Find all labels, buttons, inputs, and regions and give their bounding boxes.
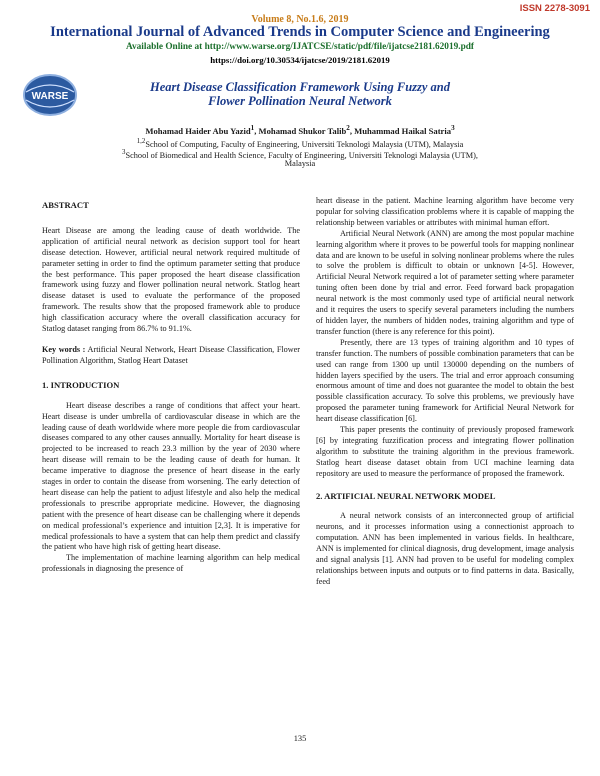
section-2-paragraph: A neural network consists of an interconnected group of artificial neurons, and it processes information using a connectionist approach to computation. ANN has been implemented in various fields. In healthcare, ANN is implemented for clinical diagnosis, drug development, image analysis and signal analysis [1]. ANN had proven to be useful for modeling complex relationships between inputs and outputs or to find patterns in data. Basically, feed	[316, 511, 574, 586]
right-paragraph-3: This paper presents the continuity of previously proposed framework [6] by integrating fuzzification process and integrating flower pollination algorithm to substitute the training algorithm in the previous framework. Statlog heart disease dataset obtain from UCI machine learning data repository are used to measure the performance of proposed the framework.	[316, 425, 574, 478]
keywords: Key words : Artificial Neural Network, Heart Disease Classification, Flower Pollination Algorithm, Statlog Heart Dataset	[42, 344, 301, 365]
abstract-body: Heart Disease are among the leading cause of death worldwide. The application of artificial neural network as decision support tool for heart disease detection. However, artificial neural network required multitude of parameter setting in order to find the optimum parameter setting that produce the best performance. This paper proposed the heart disease classification framework using fuzzy and flower pollination neural network. Statlog heart disease dataset is used to evaluate the performance of the proposed framework. The results show that the proposed framework able to produce high classification accuracy where the overall classification accuracy for Statlog dataset ranging from 86.7% to 91.1%.	[42, 225, 300, 334]
section-2-heading: 2. ARTIFICIAL NEURAL NETWORK MODEL	[316, 490, 496, 501]
title-line-1: Heart Disease Classification Framework Using Fuzzy and	[149, 80, 451, 94]
paper-title	[100, 80, 500, 108]
page-number: 135	[293, 734, 307, 743]
title-line-2: Flower Pollination Neural Network	[208, 94, 392, 108]
affiliation-3: Malaysia	[284, 159, 316, 168]
author-2-sup: 2	[346, 124, 350, 132]
author-3: Muhammad Haikal Satria	[354, 125, 452, 136]
affiliation-2: $^3$School of Biomedical and Health Science, Faculty of Engineering, Universiti Teknologi Malaysia (UTM),	[122, 149, 478, 160]
intro-paragraph-1: Heart disease describes a range of conditions that affect your heart. Heart disease is under umbrella of cardiovascular disease in which are the leading cause of death worldwide where more people die from cardiovascular diseases compared to any other causes annually. Mortality for heart disease is projected to be increased to reach 23.3 million by the year of 2030 where heart disease will remain to be the leading cause of death for human. It became imperative to diagnose the presence of heart disease in the early stages in order to contain the disease from worsening. The early detection of heart disease can help the patient to adjust lifestyle and also help the medical professionals to prescribe appropriate medicine. However, the diagnosing patient with the presence of heart disease can be challenging where it depends on medical professional’s experience and intuition [2,3]. It is imperative for medical professionals to have a system that can help them predict and classify the patient who have high risk of getting heart disease.	[42, 400, 300, 552]
available-online-link[interactable]: Available Online at http://www.warse.org/IJATCSE/static/pdf/file/ijatcse2181.62019.pdf	[125, 42, 475, 52]
right-paragraph-0: heart disease in the patient. Machine learning algorithm have become very popular for solving classification problems where it is capable of mapping the relationship between variables or attributes with minimal human effort.	[316, 196, 574, 227]
author-1: Mohamad Haider Abu Yazid	[145, 125, 251, 136]
author-list: Mohamad Haider Abu Yazid$^1$, Mohamad Shukor Talib$^2$, Muhammad Haikal Satria$^3$	[145, 124, 455, 136]
intro-heading: 1. INTRODUCTION	[42, 379, 120, 390]
abstract-heading: ABSTRACT	[42, 200, 89, 210]
affiliation-1: $^{1,2}$School of Computing, Faculty of Engineering, Universiti Teknologi Malaysia (UTM), Malaysia	[136, 138, 464, 149]
author-2: Mohamad Shukor Talib	[258, 125, 347, 136]
doi-link[interactable]: https://doi.org/10.30534/ijatcse/2019/2181.62019	[210, 55, 390, 65]
intro-paragraph-2: The implementation of machine learning algorithm can help medical professionals in diagnosing the presence of	[42, 553, 300, 574]
volume-label: Volume 8, No.1.6, 2019	[251, 14, 349, 25]
issn-label: ISSN 2278-3091	[519, 3, 590, 14]
right-paragraph-2: Presently, there are 13 types of training algorithm and 10 types of transfer function. The numbers of possible combination parameters that can be used can range from 1300 up until 130000 depending on the numbers of hidden layers specified by the users. The trial and error approach consuming enormous amount of time and does not guarantee the model to obtain the best possible classification accuracy. To solve this problems, we previously have proposed the parameter tuning framework for Artificial Neural Network for heart disease classification [6].	[316, 337, 574, 424]
left-column	[42, 200, 300, 575]
author-1-sup: 1	[250, 124, 255, 132]
journal-title: International Journal of Advanced Trends in Computer Science and Engineering	[50, 24, 550, 40]
warse-logo	[20, 70, 80, 120]
right-paragraph-1: Artificial Neural Network (ANN) are among the most popular machine learning algorithm where it proves to be powerful tools for mapping nonlinear data and are known to be useful in solving nonlinear problems where the rules to solve the problem is difficult to obtain or unknown [4-5]. However, Artificial Neural Network required a lot of parameter setting where parameter tuning often been done by trial and error. Feed forward back propagation neural network is the most commonly used type of artificial neural network and it requires the users to specify several parameters including the numbers of hidden layer, the numbers of hidden nodes, training algorithm and type of transfer function (there is any reference for this point).	[316, 228, 574, 336]
logo-text: WARSE	[31, 91, 69, 102]
author-3-sup: 3	[451, 124, 455, 132]
right-column	[316, 196, 574, 588]
